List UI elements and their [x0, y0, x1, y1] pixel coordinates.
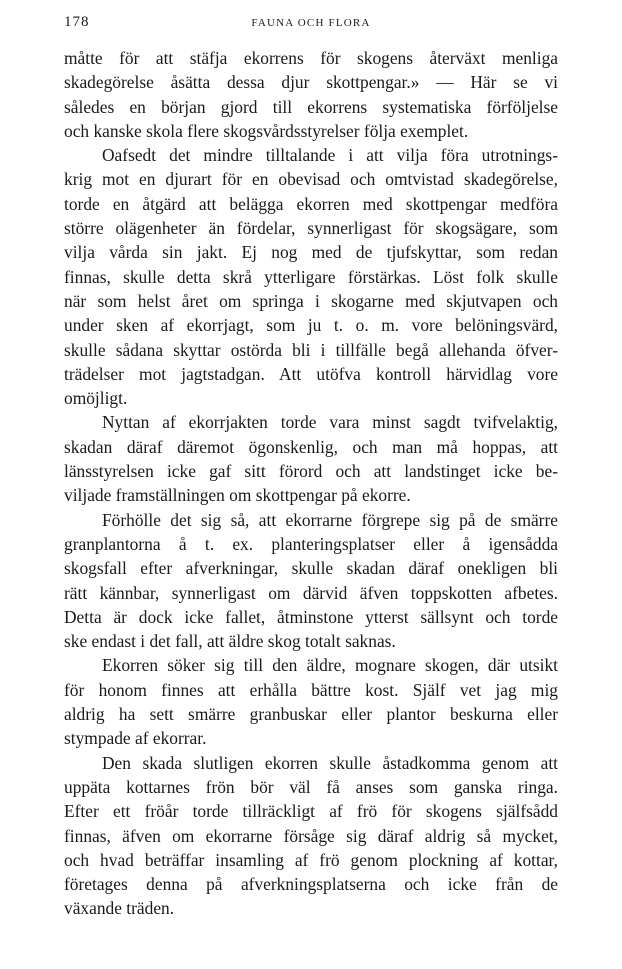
- page-header: [64, 14, 558, 34]
- text-line: företages denna på afverkningsplatserna och icke från de: [64, 874, 558, 895]
- text-line: finnas, äfven om ekorrarne försåge sig däraf aldrig så mycket,: [64, 825, 558, 846]
- text-line: således en början gjord till ekorrens systematiska förföljelse: [64, 96, 558, 117]
- text-line: Efter ett fröår torde tillräckligt af frö för skogens själfsådd: [64, 801, 558, 822]
- text-line: under sken af ekorrjagt, som ju t. o. m. vore belöningsvärd,: [64, 315, 558, 336]
- paragraph: [64, 751, 558, 921]
- paragraph: [64, 143, 558, 410]
- text-line: stympade af ekorrar.: [64, 728, 207, 749]
- text-line: och hvad beträffar insamling af frö genom plockning af kottar,: [64, 849, 558, 870]
- text-line: måtte för att stäfja ekorrens för skogens återväxt menliga: [64, 48, 558, 68]
- page-number: 178: [64, 14, 90, 30]
- paragraph: [64, 410, 558, 507]
- paragraph: [64, 46, 558, 143]
- text-line: Oafsedt det mindre tilltalande i att vilja föra utrotnings-: [102, 145, 558, 166]
- text-line: länsstyrelsen icke gaf sitt förord och att landstinget icke be-: [64, 461, 558, 482]
- text-line: vilja vårda sin jakt. Ej nog med de tjufskyttar, som redan: [64, 242, 558, 263]
- text-line: rätt kännbar, synnerligast om därvid äfven toppskotten afbetes.: [64, 582, 558, 603]
- text-line: Nyttan af ekorrjakten torde vara minst sagdt tvifvelaktig,: [102, 412, 558, 433]
- text-line: skadegörelse åsätta dessa djur skottpengar.» — Här se vi: [64, 72, 558, 93]
- text-line: skadan däraf däremot ögonskenlig, och man må hoppas, att: [64, 436, 558, 457]
- text-line: trädelser mot jagtstadgan. Att utöfva kontroll härvidlag vore: [64, 363, 558, 384]
- running-head: FAUNA OCH FLORA: [251, 17, 371, 29]
- text-line: för honom finnes att erhålla bättre kost. Själf vet jag mig: [64, 679, 558, 700]
- text-line: granplantorna å t. ex. planteringsplatser eller å igensådda: [64, 533, 558, 554]
- text-line: när som helst året om springa i skogarne med skjutvapen och: [64, 290, 558, 311]
- text-line: större olägenheter än fördelar, synnerligast för skogsägare, som: [64, 218, 558, 239]
- text-line: skogsfall efter afverkningar, skulle skadan däraf onekligen bli: [64, 558, 558, 579]
- text-line: uppäta kottarnes frön bör väl få anses som ganska ringa.: [64, 776, 558, 797]
- text-line: omöjligt.: [64, 388, 128, 409]
- text-line: finnas, skulle detta skrå ytterligare förstärkas. Löst folk skulle: [64, 266, 558, 287]
- text-line: skulle sådana skyttar ostörda bli i tillfälle begå allehanda öfver-: [64, 339, 558, 360]
- text-line: viljade framställningen om skottpengar på ekorre.: [64, 485, 411, 506]
- text-line: Förhölle det sig så, att ekorrarne förgrepe sig på de smärre: [102, 509, 558, 530]
- text-line: ske endast i det fall, att äldre skog totalt saknas.: [64, 631, 396, 652]
- text-line: Ekorren söker sig till den äldre, mognare skogen, där utsikt: [102, 655, 558, 676]
- paragraph: [64, 508, 558, 654]
- text-line: och kanske skola flere skogsvårdsstyrelser följa exemplet.: [64, 120, 469, 141]
- body-text: [64, 46, 558, 921]
- text-line: Detta är dock icke fallet, åtminstone ytterst sällsynt och torde: [64, 606, 558, 627]
- text-line: aldrig ha sett smärre granbuskar eller plantor beskurna eller: [64, 704, 558, 725]
- paragraph: [64, 653, 558, 750]
- text-line: torde en åtgärd att belägga ekorren med skottpengar medföra: [64, 193, 558, 214]
- text-line: växande träden.: [64, 898, 175, 919]
- text-line: Den skada slutligen ekorren skulle åstadkomma genom att: [102, 752, 558, 773]
- text-line: krig mot en djurart för en obevisad och omtvistad skadegörelse,: [64, 169, 558, 190]
